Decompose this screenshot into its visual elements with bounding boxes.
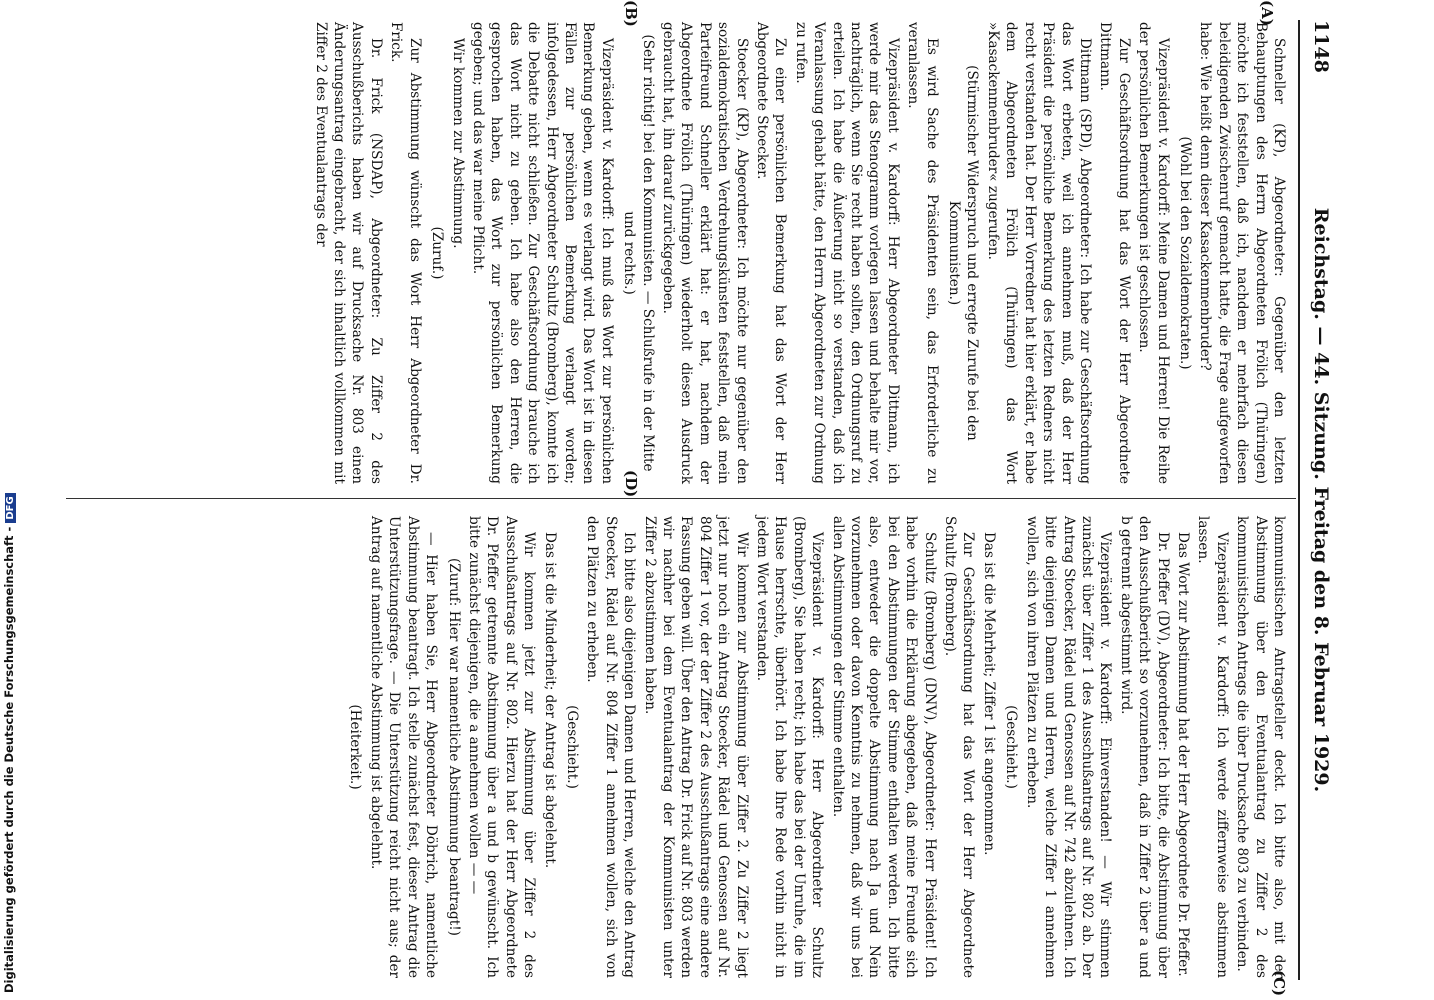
paragraph: — Hier haben Sie, Herr Abgeordneter Döbrich, namentliche Abstimmung beantragt. Ich stelle zunächst fest, dieser Antrag die Unterstützungsfrage. — Die Unterstützung reicht nicht aus; der Antrag auf namentliche Abstimmung ist abgelehnt.	[367, 516, 440, 978]
dfg-logo: DFG	[5, 493, 16, 522]
paragraph: kommunistischen Antragsteller deckt. Ich bitte also, mit der Abstimmung über den Eventualantrag zu Ziffer 2 des kommunistischen Antrags die über Drucksache 803 zu verbinden.	[1234, 516, 1287, 978]
interjection: (Stürmischer Widerspruch und erregte Zurufe bei den Kommunisten.)	[946, 65, 981, 441]
rotated-page-content	[20, 0, 1340, 1000]
interjection: (Sehr richtig! bei den Kommunisten. — Schlußrufe in der Mitte und rechts.)	[621, 34, 656, 472]
credit-text: Digitalisierung gefördert durch die Deutsche Forschungsgemeinschaft -	[2, 526, 16, 993]
margin-mark-a: (A)	[1258, 0, 1276, 26]
paragraph: Zu einer persönlichen Bemerkung hat das Wort der Herr Abgeordnete Stoecker.	[754, 22, 789, 484]
paragraph: Wir kommen zur Abstimmung.	[449, 38, 466, 249]
right-column	[342, 516, 1288, 978]
paragraph: Ich bitte also diejenigen Damen und Herren, welche den Antrag Stoecker, Rädel auf Nr. 804 Ziffer 1 annehmen wollen, sich von den Plätzen zu erheben.	[584, 516, 638, 978]
paragraph: Zur Abstimmung wünscht das Wort Herr Abgeordneter Dr. Frick.	[388, 22, 423, 484]
interjection: (Geschieht.)	[563, 705, 580, 789]
margin-mark-d: (D)	[622, 470, 640, 498]
paragraph: Vizepräsident v. Kardorff: Einverstanden! — Wir stimmen zunächst über Ziffer 1 des Ausschußantrags auf Nr. 802 ab. Der Antrag Stoecker, Rädel und Genossen auf Nr. 742 abzulehnen. Ich bitte diejenigen Damen und Herren, welche Ziffer 1 annehmen wollen, sich von ihren Plätzen zu erheben.	[1023, 516, 1114, 978]
paragraph: Schultz (Bromberg) (DNV), Abgeordneter: Herr Präsident! Ich habe vorhin die Erklärung abgegeben, daß meine Freunde sich bei den Abstimmungen der Stimme enthalten werden. Ich bitte also, entweder die doppelte Abstimmung nach Ja und Nein vorzunehmen oder davon Kenntnis zu nehmen, daß wir uns bei allen Abstimmungen der Stimme enthalten.	[829, 516, 938, 978]
paragraph: Vizepräsident v. Kardorff: Herr Abgeordneter Schultz (Bromberg), Sie haben recht; ich habe das bei der Unruhe, die im Hause herrschte, überhört. Ich habe Ihre Rede vorhin nicht in jedem Wort verstanden.	[754, 516, 826, 978]
paragraph: Das Wort zur Abstimmung hat der Herr Abgeordnete Dr. Pfeffer.	[1174, 532, 1191, 977]
interjection: (Heiterkeit.)	[347, 704, 364, 790]
paragraph: Dr. Frick (NSDAP), Abgeordneter: Zu Ziffer 2 des Ausschußberichts haben wir auf Drucksache Nr. 803 einen Änderungsantrag eingebracht, der sich inhaltlich vollkommen mit Ziffer 2 des Eventualantrags der	[312, 22, 384, 484]
paragraph: Stoecker (KP), Abgeordneter: Ich möchte nur gegenüber den sozialdemokratischen Verdrehungskünsten feststellen, daß mein Parteifreund Schneller erklärt hat: er hat, nachdem der Abgeordnete Frölich (Thüringen) wiederholt diesen Ausdruck gebraucht hat, ihn darauf zurückgegeben.	[660, 22, 750, 484]
column-divider	[66, 498, 1296, 499]
interjection: (Zuruf.)	[429, 226, 446, 280]
paragraph: Das ist die Minderheit; der Antrag ist abgelehnt.	[541, 532, 558, 869]
paragraph: Vizepräsident v. Kardorff: Ich werde ziffernweise abstimmen lassen.	[1195, 516, 1230, 978]
paragraph: Es wird Sache des Präsidenten sein, das Erforderliche zu veranlassen.	[905, 22, 940, 484]
paragraph: Dittmann (SPD), Abgeordneter: Ich habe zur Geschäftsordnung das Wort erbeten, weil ich annehmen muß, daß der Herr Präsident die persönliche Bemerkung des letzten Redners nicht recht verstanden hat. Der Herr Vorredner hat hier erklärt, er habe dem Abgeordneten Frölich (Thüringen) das Wort »Kasackenmenbruder« zugerufen.	[984, 22, 1093, 484]
interjection: (Wohl bei den Sozialdemokraten.)	[1176, 136, 1193, 370]
paragraph: Vizepräsident v. Kardorff: Meine Damen und Herren! Die Reihe der persönlichen Bemerkungen ist geschlossen.	[1136, 22, 1171, 484]
interjection: (Geschieht.)	[1003, 705, 1020, 789]
page-number: 1148	[1310, 20, 1332, 73]
paragraph: Dr. Pfeffer (DV), Abgeordneter: Ich bitte, die Abstimmung über den Ausschußbericht so vorzunehmen, daß in Ziffer 2 über a und b getrennt abgestimmt wird.	[1117, 516, 1171, 978]
page-header	[1302, 20, 1332, 980]
paragraph: Vizepräsident v. Kardorff: Ich muß das Wort zur persönlichen Bemerkung geben, wenn es verlangt wird. Das Wort ist in diesen Fällen zur persönlichen Bemerkung verlangt worden; infolgedessen, Herr Abgeordneter Schultz (Bromberg), konnte ich die Debatte nicht schließen. Zur Geschäftsordnung brauche ich das Wort nicht zu geben. Ich habe also den Herren, die gesprochen haben, das Wort zur persönlichen Bemerkung gegeben; und das war meine Pflicht.	[469, 22, 615, 484]
paragraph: Zur Geschäftsordnung hat das Wort der Herr Abgeordnete Dittmann.	[1097, 22, 1132, 484]
left-column	[309, 22, 1288, 484]
paragraph: Schneller (KP), Abgeordneter: Gegenüber den letzten Behauptungen des Herrn Abgeordneten Frölich (Thüringen) möchte ich feststellen, daß ich, nachdem er mehrfach diesen beleidigenden Zwischenruf gemacht hatte, die Frage aufgeworfen habe: Wie heißt denn dieser Kasackenmenbruder?	[1197, 22, 1287, 484]
paragraph: Vizepräsident v. Kardorff: Herr Abgeordneter Dittmann, ich werde mir das Stenogramm vorlegen lassen und behalte mir vor, nachträglich, wenn Sie recht haben sollten, den Ordnungsruf zu erteilen. Ich habe die Äußerung nicht so verstanden, daß ich Veranlassung gehabt hätte, den Herrn Abgeordneten zur Ordnung zu rufen.	[792, 22, 901, 484]
running-title: Reichstag. — 44. Sitzung. Freitag den 8. Februar 1929.	[1310, 207, 1332, 793]
header-rule	[1298, 20, 1300, 980]
digitization-credit	[2, 493, 16, 993]
margin-mark-b: (B)	[622, 0, 640, 27]
paragraph: Wir kommen jetzt zur Abstimmung über Ziffer 2 des Ausschußantrags auf Nr. 802. Hierzu hat der Herr Abgeordnete Dr. Pfeffer getrennte Abstimmung über a und b gewünscht. Ich bitte zunächst diejenigen, die a annehmen wollen — —	[465, 516, 538, 978]
interjection: (Zuruf: Hier war namentliche Abstimmung beantragt!)	[445, 558, 462, 936]
paragraph: Zur Geschäftsordnung hat das Wort der Herr Abgeordnete Schultz (Bromberg).	[942, 516, 977, 978]
margin-mark-c: (C)	[1270, 970, 1288, 997]
paragraph: Das ist die Mehrheit; Ziffer 1 ist angenommen.	[980, 532, 997, 856]
paragraph: Wir kommen zur Abstimmung über Ziffer 2. Zu Ziffer 2 liegt jetzt nur noch ein Antrag Stoecker, Rädel und Genossen auf Nr. 804 Ziffer 1 vor, der der Ziffer 2 des Ausschußantrags eine andere Fassung geben will. Über den Antrag Dr. Frick auf Nr. 803 werden wir nachher bei dem Eventualantrag der Kommunisten unter Ziffer 2 abzustimmen haben.	[641, 516, 750, 978]
